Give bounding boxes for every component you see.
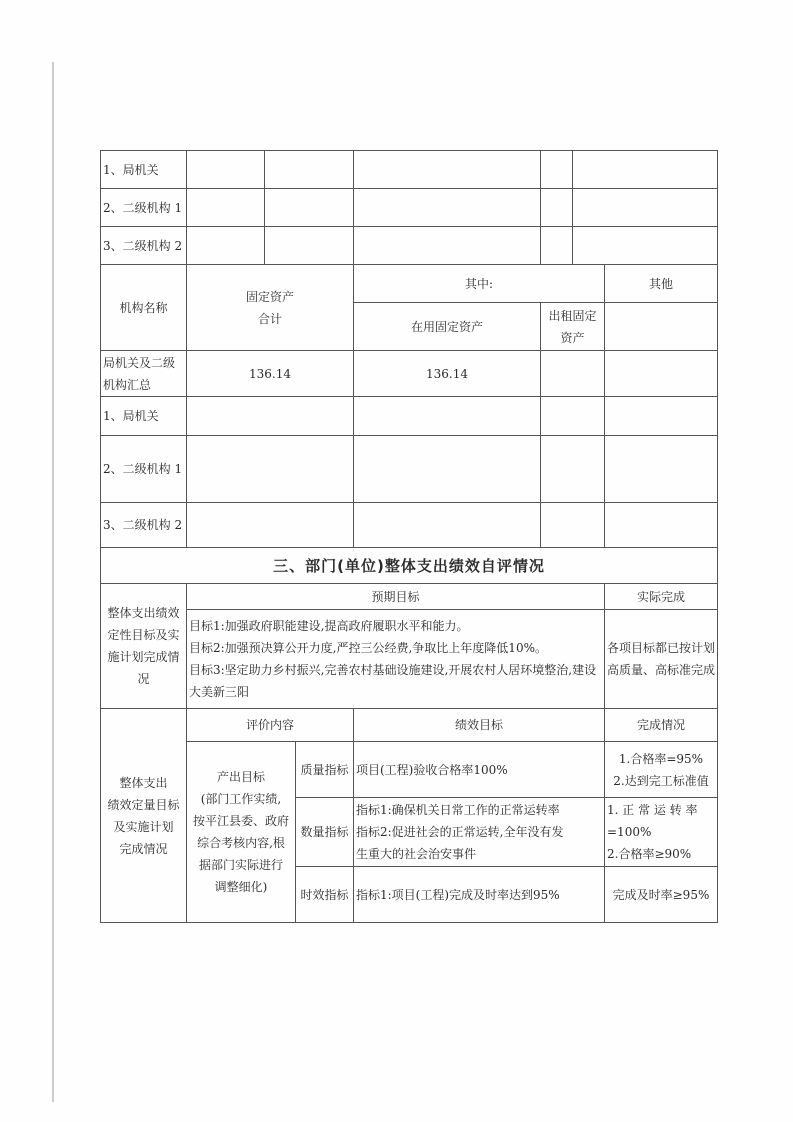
asset-leased — [540, 350, 605, 397]
asset-in-use — [353, 502, 541, 548]
output-goal-line: (部门工作实绩, — [200, 792, 282, 806]
asset-other — [604, 350, 718, 397]
indicator-done — [604, 741, 718, 798]
asset-other — [604, 435, 718, 503]
top-row-cell — [186, 188, 265, 227]
goal-item: 目标3:坚定助力乡村振兴,完善农村基础设施建设,开展农村人居环境整治,建设大美新三阳 — [189, 663, 597, 699]
indicator-target-line: 指标1:确保机关日常工作的正常运转率 — [356, 803, 560, 817]
indicator-target-line: 指标1:项目(工程)完成及时率达到95% — [356, 887, 560, 902]
quantitative-label-line: 整体支出 — [119, 775, 168, 790]
asset-row-label — [100, 350, 187, 397]
leased-header-line: 出租固定 — [548, 308, 597, 323]
indicator-target — [353, 866, 605, 923]
top-row-label: 3、二级机构 2 — [100, 226, 187, 265]
asset-in-use — [353, 435, 541, 503]
expected-goals-content — [186, 609, 605, 709]
output-goal-line: 调整细化) — [214, 880, 268, 894]
top-row-cell — [540, 226, 573, 265]
perf-target-header: 绩效目标 — [353, 708, 605, 742]
indicator-target — [353, 741, 605, 798]
indicator-done-line: 2.达到完工标准值 — [613, 773, 709, 788]
asset-leased — [540, 396, 605, 436]
top-row-label: 1、局机关 — [100, 150, 187, 189]
actual-done-line: 高质量、高标准完成 — [607, 663, 716, 677]
fixed-total-header-line: 合计 — [257, 311, 282, 326]
indicator-done-line: 2.合格率≥90% — [607, 847, 692, 861]
top-row-cell — [353, 150, 541, 189]
goal-item: 目标2:加强预决算公开力度,严控三公经费,争取比上年度降低10%。 — [189, 641, 547, 655]
quantitative-label-line: 及实施计划 — [113, 819, 174, 834]
top-row-cell — [540, 188, 573, 227]
indicator-done-line: 1.合格率=95% — [618, 751, 704, 766]
indicator-target-line: 指标2:促进社会的正常运转,全年没有发 — [356, 825, 564, 839]
asset-leased — [540, 435, 605, 503]
asset-in-use — [353, 396, 541, 436]
quantitative-label — [100, 708, 187, 923]
completion-header: 完成情况 — [604, 708, 718, 742]
actual-done-header: 实际完成 — [604, 583, 718, 610]
top-row-cell — [572, 188, 718, 227]
qualitative-label-line: 定性目标及实 — [107, 628, 180, 642]
asset-fixed-total — [186, 502, 354, 548]
of-which-header: 其中: — [353, 264, 605, 303]
other-header: 其他 — [604, 264, 718, 303]
actual-done-content — [604, 609, 718, 709]
indicator-type: 时效指标 — [295, 866, 354, 923]
indicator-done — [604, 797, 718, 867]
output-goal-cell — [186, 741, 296, 923]
scan-edge-line — [52, 62, 54, 1102]
qualitative-label-line: 施计划完成情 — [107, 650, 180, 664]
quantitative-label-line: 完成情况 — [119, 841, 168, 856]
asset-fixed-total — [186, 435, 354, 503]
output-goal-line: 据部门实际进行 — [198, 858, 283, 872]
indicator-target — [353, 797, 605, 867]
indicator-target-line: 项目(工程)验收合格率100% — [356, 762, 508, 777]
indicator-type: 质量指标 — [295, 741, 354, 798]
top-row-cell — [572, 226, 718, 265]
indicator-target-line: 生重大的社会治安事件 — [356, 847, 477, 861]
asset-row-label: 2、二级机构 1 — [100, 435, 187, 503]
leased-header-line: 资产 — [560, 330, 585, 345]
top-row-cell — [540, 150, 573, 189]
goal-item: 目标1:加强政府职能建设,提高政府履职水平和能力。 — [189, 619, 469, 633]
asset-fixed-total — [186, 396, 354, 436]
asset-row-label: 3、二级机构 2 — [100, 502, 187, 548]
indicator-done — [604, 866, 718, 923]
quantitative-label-line: 绩效定量目标 — [107, 797, 180, 812]
performance-report-table — [100, 150, 718, 923]
asset-leased — [540, 502, 605, 548]
top-row-cell — [353, 188, 541, 227]
asset-other — [604, 502, 718, 548]
indicator-done-line: 1. 正 常 运 转 率 — [607, 803, 698, 817]
qualitative-label-line: 整体支出绩效 — [107, 606, 180, 620]
output-goal-line: 按平江县委、政府 — [192, 814, 289, 828]
fixed-total-header — [186, 264, 354, 351]
qualitative-label — [100, 583, 187, 709]
actual-done-line: 各项目标都已按计划 — [607, 641, 716, 655]
asset-row-label: 1、局机关 — [100, 396, 187, 436]
indicator-done-line: 完成及时率≥95% — [612, 887, 710, 902]
section-three-title: 三、部门(单位)整体支出绩效自评情况 — [100, 547, 718, 584]
output-goal-line: 产出目标 — [216, 770, 265, 784]
asset-row-label-line: 机构汇总 — [103, 377, 152, 392]
top-row-cell — [572, 150, 718, 189]
qualitative-label-line: 况 — [137, 672, 150, 686]
top-row-cell — [264, 188, 354, 227]
top-row-cell — [186, 150, 265, 189]
top-row-label: 2、二级机构 1 — [100, 188, 187, 227]
top-row-cell — [264, 150, 354, 189]
indicator-done-line: =100% — [607, 825, 652, 839]
indicator-type: 数量指标 — [295, 797, 354, 867]
other-subheader-cell — [604, 302, 718, 351]
top-row-cell — [353, 226, 541, 265]
expected-goals-header: 预期目标 — [186, 583, 605, 610]
in-use-header: 在用固定资产 — [353, 302, 541, 351]
eval-content-header: 评价内容 — [186, 708, 354, 742]
output-goal-line: 综合考核内容,根 — [197, 836, 285, 850]
asset-other — [604, 396, 718, 436]
leased-header — [540, 302, 605, 351]
top-row-cell — [264, 226, 354, 265]
top-row-cell — [186, 226, 265, 265]
asset-row-label-line: 局机关及二级 — [103, 355, 176, 370]
org-name-header: 机构名称 — [100, 264, 187, 351]
fixed-total-header-line: 固定资产 — [245, 289, 294, 304]
asset-in-use: 136.14 — [353, 350, 541, 397]
asset-fixed-total: 136.14 — [186, 350, 354, 397]
